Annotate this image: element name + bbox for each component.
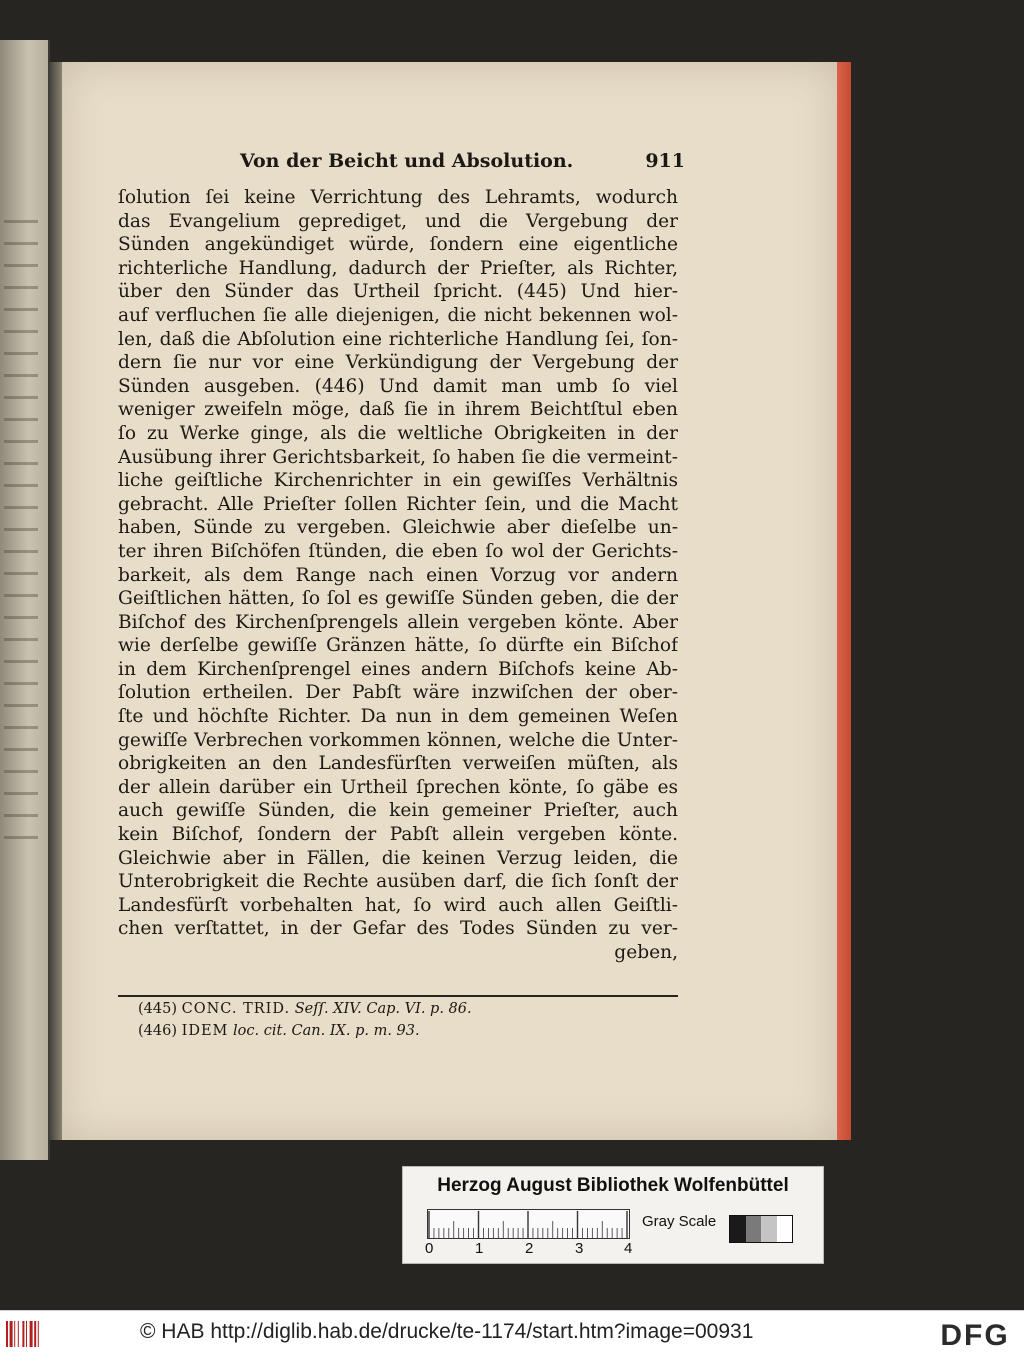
- library-target-card: [402, 1166, 824, 1264]
- text-line: Sünden ausgeben. (446) Und damit man umb ſo viel: [118, 375, 678, 397]
- text-line: len, daß die Abſolution eine richterliche Handlung ſei, ſon-: [118, 328, 678, 350]
- text-line: ſte und höchſte Richter. Da nun in dem gemeinen Weſen: [118, 706, 678, 728]
- text-line: dern ſie nur vor eine Verkündigung der Vergebung der: [118, 352, 678, 374]
- footnote-number: (446): [138, 1023, 177, 1039]
- text-line: kein Biſchof, ſondern der Pabſt allein vergeben könte.: [118, 824, 678, 846]
- text-line: obrigkeiten an den Landesfürſten verweiſen müſten, als: [118, 753, 678, 775]
- text-line: der allein darüber ein Urtheil ſprechen könte, ſo gäbe es: [118, 776, 678, 798]
- text-line: ter ihren Biſchöfen ſtünden, die eben ſo wol der Gerichts-: [118, 540, 678, 562]
- previous-page-edge: [0, 40, 50, 1160]
- text-line: wie derſelbe gewiſſe Gränzen hätte, ſo dürfte ein Biſchof: [118, 635, 678, 657]
- footnote-reference: Seſſ. XIV. Cap. VI. p. 86.: [294, 1001, 472, 1017]
- red-page-edge: [837, 62, 851, 1140]
- ruler-label: 4: [624, 1240, 633, 1257]
- barcode-icon: [6, 1321, 46, 1347]
- grayscale-patch: [730, 1216, 746, 1242]
- ruler-label: 2: [525, 1240, 534, 1257]
- text-line: auch gewiſſe Sünden, die kein gemeiner Prieſter, auch: [118, 800, 678, 822]
- text-line: ſolution ſei keine Verrichtung des Lehramts, wodurch: [118, 187, 678, 208]
- text-line: Gleichwie aber in Fällen, die keinen Verzug leiden, die: [118, 847, 678, 869]
- footnote-number: (445): [138, 1001, 177, 1017]
- footer-bar: [0, 1310, 1024, 1354]
- text-line: auf verfluchen ſie alle diejenigen, die nicht bekennen wol-: [118, 304, 678, 326]
- ruler-labels: [425, 1240, 655, 1258]
- text-line: richterliche Handlung, dadurch der Prieſter, als Richter,: [118, 257, 678, 279]
- text-line: in dem Kirchenſprengel eines andern Biſchofs keine Ab-: [118, 658, 678, 680]
- copyright-link[interactable]: © HAB http://diglib.hab.de/drucke/te-1174/start.htm?image=00931: [140, 1320, 754, 1343]
- text-line: ſo zu Werke ginge, als die weltliche Obrigkeiten in der: [118, 422, 678, 444]
- ruler-label: 1: [475, 1240, 484, 1257]
- running-head: [240, 150, 685, 176]
- text-line: Landesfürſt vorbehalten hat, ſo wird auch allen Geiſtli-: [118, 894, 678, 916]
- grayscale-patch: [777, 1216, 793, 1242]
- footnote-445: [138, 1001, 472, 1017]
- text-line: Geiſtlichen hätten, ſo ſol es gewiſſe Sünden geben, die der: [118, 588, 678, 610]
- text-line: Ausübung ihrer Gerichtsbarkeit, ſo haben ſie die vermeint-: [118, 446, 678, 468]
- measurement-ruler: [427, 1209, 630, 1239]
- text-line: ſolution ertheilen. Der Pabſt wäre inzwiſchen der ober-: [118, 682, 678, 704]
- text-line: das Evangelium geprediget, und die Vergebung der: [118, 210, 678, 232]
- text-line: über den Sünder das Urtheil ſpricht. (445) Und hier-: [118, 281, 678, 303]
- library-name: Herzog August Bibliothek Wolfenbüttel: [437, 1175, 789, 1196]
- gutter-shadow: [48, 62, 62, 1140]
- page-number: 911: [645, 150, 685, 172]
- footnote-reference: loc. cit. Can. IX. p. m. 93.: [233, 1023, 420, 1039]
- running-title: Von der Beicht und Absolution.: [240, 150, 574, 172]
- body-text: [118, 186, 678, 965]
- text-line: Sünden angekündiget würde, ſondern eine eigentliche: [118, 234, 678, 256]
- text-line: liche geiſtliche Kirchenrichter in ein gewiſſes Verhältnis: [118, 470, 678, 492]
- grayscale-patch: [761, 1216, 777, 1242]
- grayscale-swatch: [729, 1215, 793, 1243]
- grayscale-patch: [746, 1216, 762, 1242]
- text-line: geben,: [614, 942, 678, 963]
- text-line: gewiſſe Verbrechen vorkommen können, welche die Unter-: [118, 729, 678, 751]
- text-line: gebracht. Alle Prieſter ſollen Richter ſein, und die Macht: [118, 493, 678, 515]
- dfg-logo-text: DFG: [940, 1319, 1010, 1349]
- footnote-rule: [118, 995, 678, 997]
- ruler-label: 0: [425, 1240, 434, 1257]
- text-line: chen verſtattet, in der Gefar des Todes Sünden zu ver-: [118, 918, 678, 940]
- footnote-source: CONC. TRID.: [181, 1001, 291, 1017]
- footnote-446: [138, 1023, 420, 1039]
- text-line: haben, Sünde zu vergeben. Gleichwie aber dieſelbe un-: [118, 517, 678, 539]
- text-line: barkeit, als dem Range nach einen Vorzug vor andern: [118, 564, 678, 586]
- text-line: Unterobrigkeit die Rechte ausüben darf, die ſich ſonſt der: [118, 871, 678, 893]
- text-line: weniger zweifeln möge, daß ſie in ihrem Beichtſtul eben: [118, 399, 678, 421]
- footnote-source: IDEM: [181, 1023, 229, 1039]
- dfg-logo[interactable]: [932, 1319, 1018, 1349]
- text-line: Biſchof des Kirchenſprengels allein vergeben könte. Aber: [118, 611, 678, 633]
- ruler-label: 3: [575, 1240, 584, 1257]
- grayscale-label: Gray Scale: [642, 1213, 717, 1230]
